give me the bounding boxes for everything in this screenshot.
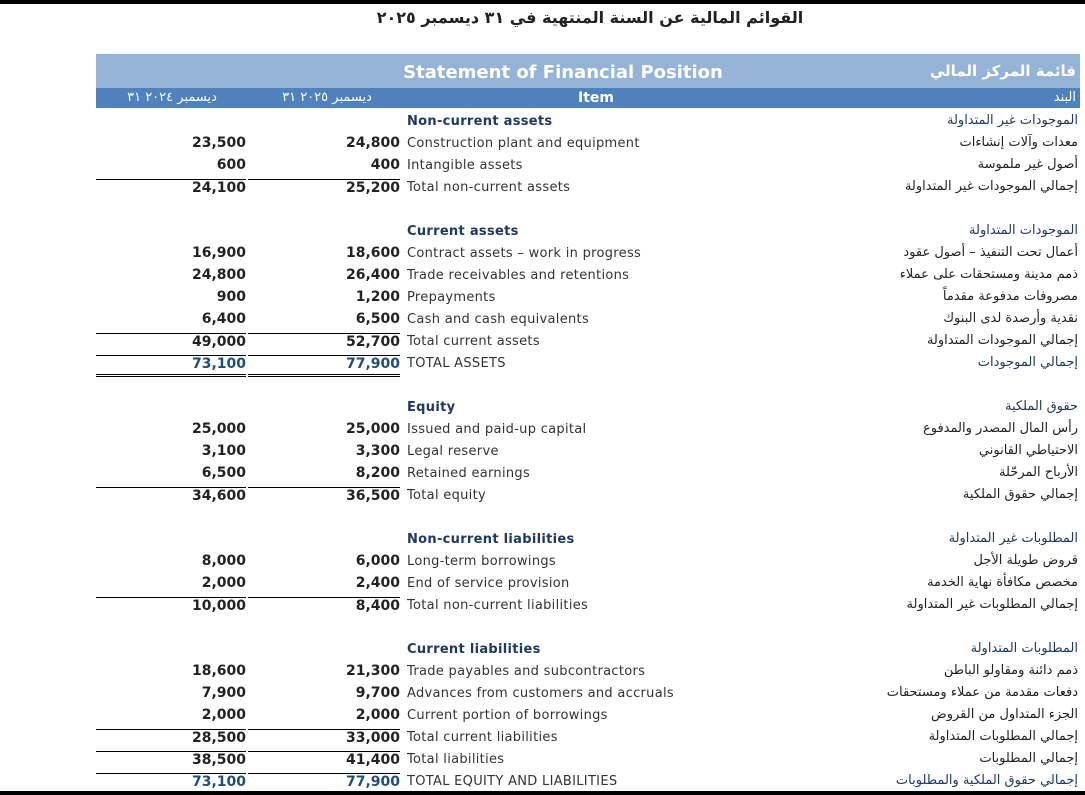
current-year-value: 25,000 — [345, 421, 400, 437]
current-year-value: 18,600 — [345, 245, 400, 261]
item-label-ar: الجزء المتداول من القروض — [931, 707, 1078, 722]
table-row — [96, 462, 1080, 484]
section-header-row — [96, 396, 1080, 418]
current-year-value: 36,500 — [248, 487, 400, 506]
item-label-ar: رأس المال المصدر والمدفوع — [923, 421, 1078, 436]
item-label-ar: إجمالي حقوق الملكية والمطلوبات — [895, 773, 1078, 788]
total-row — [96, 330, 1080, 352]
item-label-en: Total liabilities — [407, 752, 505, 767]
item-label-ar: دفعات مقدمة من عملاء ومستحقات — [886, 685, 1078, 700]
current-year-value: 33,000 — [248, 729, 400, 748]
current-year-value: 9,700 — [355, 685, 400, 701]
item-label-ar: إجمالي المطلوبات غير المتداولة — [906, 597, 1078, 612]
prior-year-value: 2,000 — [201, 575, 246, 591]
table-row — [96, 682, 1080, 704]
table-row — [96, 286, 1080, 308]
section-header-row — [96, 110, 1080, 132]
current-year-value: 41,400 — [248, 751, 400, 770]
item-label-ar: معدات وآلات إنشاءات — [959, 135, 1078, 150]
item-label-en: Non-current assets — [407, 114, 553, 129]
spacer-row — [96, 198, 1080, 220]
prior-year-value: 34,600 — [96, 487, 246, 506]
item-label-en: Non-current liabilities — [407, 532, 575, 547]
table-row — [96, 308, 1080, 330]
current-year-value: 2,400 — [355, 575, 400, 591]
table-row — [96, 132, 1080, 154]
current-year-value: 3,300 — [355, 443, 400, 459]
statement-title-ar: قائمة المركز المالي — [929, 62, 1076, 80]
item-label-en: Legal reserve — [407, 444, 499, 459]
prior-year-value: 38,500 — [96, 751, 246, 770]
current-year-value: 400 — [370, 157, 400, 173]
prior-year-value: 6,400 — [201, 311, 246, 327]
total-row — [96, 594, 1080, 616]
prior-year-value: 7,900 — [201, 685, 246, 701]
item-label-ar: ذمم مدينة ومستحقات على عملاء — [899, 267, 1078, 282]
item-label-en: Total current assets — [407, 334, 540, 349]
table-row — [96, 440, 1080, 462]
prior-year-value: 73,100 — [96, 773, 246, 795]
item-label-en: Current liabilities — [407, 642, 541, 657]
item-label-en: Intangible assets — [407, 158, 523, 173]
table-row — [96, 572, 1080, 594]
total-row — [96, 352, 1080, 374]
item-label-en: Cash and cash equivalents — [407, 312, 590, 327]
column-header-current-year: ديسمبر ٢٠٢٥ ٣١ — [282, 90, 372, 105]
current-year-value: 21,300 — [345, 663, 400, 679]
bottom-border — [0, 791, 1085, 795]
item-label-ar: إجمالي الموجودات — [977, 355, 1078, 370]
prior-year-value: 3,100 — [201, 443, 246, 459]
statement-header — [96, 54, 1080, 88]
current-year-value: 25,200 — [248, 179, 400, 198]
statement-title-en: Statement of Financial Position — [403, 62, 723, 83]
current-year-value: 6,500 — [355, 311, 400, 327]
item-label-ar: الموجودات المتداولة — [969, 223, 1078, 238]
item-label-en: TOTAL EQUITY AND LIABILITIES — [407, 774, 618, 789]
prior-year-value: 24,100 — [96, 179, 246, 198]
item-label-en: Current assets — [407, 224, 519, 239]
item-label-en: Advances from customers and accruals — [407, 686, 674, 701]
column-header-prior-year: ديسمبر ٢٠٢٤ ٣١ — [127, 90, 217, 105]
section-header-row — [96, 528, 1080, 550]
prior-year-value: 10,000 — [96, 597, 246, 616]
prior-year-value: 2,000 — [201, 707, 246, 723]
item-label-ar: إجمالي الموجودات المتداولة — [926, 333, 1078, 348]
document-title: القوائم المالية عن السنة المنتهية في ٣١ ديسمبر ٢٠٢٥ — [376, 8, 804, 27]
item-label-ar: نقدية وأرصدة لدى البنوك — [943, 311, 1078, 326]
table-row — [96, 154, 1080, 176]
top-border — [0, 0, 1085, 4]
item-label-en: Total non-current assets — [407, 180, 571, 195]
prior-year-value: 18,600 — [191, 663, 246, 679]
spacer-row — [96, 506, 1080, 528]
item-label-en: TOTAL ASSETS — [407, 356, 506, 371]
item-label-en: Total equity — [407, 488, 486, 503]
total-row — [96, 770, 1080, 792]
column-header-item-ar: البند — [1053, 90, 1076, 105]
item-label-ar: المطلوبات المتداولة — [970, 641, 1078, 656]
item-label-en: Trade payables and subcontractors — [407, 664, 646, 679]
current-year-value: 26,400 — [345, 267, 400, 283]
prior-year-value: 25,000 — [191, 421, 246, 437]
spacer-row — [96, 616, 1080, 638]
item-label-ar: أعمال تحت التنفيذ – أصول عقود — [903, 245, 1078, 260]
item-label-en: Trade receivables and retentions — [407, 268, 630, 283]
item-label-en: Total current liabilities — [407, 730, 558, 745]
item-label-ar: الموجودات غير المتداولة — [946, 113, 1078, 128]
item-label-en: End of service provision — [407, 576, 570, 591]
item-label-en: Contract assets – work in progress — [407, 246, 642, 261]
item-label-ar: الأرباح المرحّلة — [999, 465, 1078, 480]
current-year-value: 1,200 — [355, 289, 400, 305]
total-row — [96, 726, 1080, 748]
section-header-row — [96, 638, 1080, 660]
current-year-value: 2,000 — [355, 707, 400, 723]
item-label-en: Current portion of borrowings — [407, 708, 608, 723]
item-label-ar: إجمالي المطلوبات — [979, 751, 1078, 766]
prior-year-value: 24,800 — [191, 267, 246, 283]
prior-year-value: 49,000 — [96, 333, 246, 352]
current-year-value: 8,400 — [248, 597, 400, 616]
item-label-ar: حقوق الملكية — [1004, 399, 1078, 414]
item-label-ar: أصول غير ملموسة — [977, 157, 1078, 172]
item-label-ar: المطلوبات غير المتداولة — [948, 531, 1078, 546]
table-row — [96, 550, 1080, 572]
table-row — [96, 418, 1080, 440]
current-year-value: 6,000 — [355, 553, 400, 569]
item-label-ar: الاحتياطي القانوني — [978, 443, 1078, 458]
table-row — [96, 704, 1080, 726]
table-row — [96, 242, 1080, 264]
current-year-value: 77,900 — [248, 355, 400, 377]
item-label-en: Equity — [407, 400, 456, 415]
prior-year-value: 16,900 — [191, 245, 246, 261]
table-row — [96, 264, 1080, 286]
prior-year-value: 73,100 — [96, 355, 246, 377]
item-label-en: Retained earnings — [407, 466, 531, 481]
prior-year-value: 600 — [216, 157, 246, 173]
prior-year-value: 28,500 — [96, 729, 246, 748]
item-label-ar: إجمالي الموجودات غير المتداولة — [904, 179, 1078, 194]
item-label-en: Long-term borrowings — [407, 554, 556, 569]
current-year-value: 77,900 — [248, 773, 400, 795]
prior-year-value: 6,500 — [201, 465, 246, 481]
prior-year-value: 900 — [216, 289, 246, 305]
current-year-value: 8,200 — [355, 465, 400, 481]
column-header-item: Item — [578, 90, 614, 106]
item-label-en: Construction plant and equipment — [407, 136, 640, 151]
item-label-ar: مخصص مكافأة نهاية الخدمة — [927, 575, 1078, 590]
total-row — [96, 748, 1080, 770]
prior-year-value: 23,500 — [191, 135, 246, 151]
section-header-row — [96, 220, 1080, 242]
item-label-ar: مصروفات مدفوعة مقدماً — [942, 289, 1078, 304]
item-label-en: Issued and paid-up capital — [407, 422, 587, 437]
item-label-en: Total non-current liabilities — [407, 598, 589, 613]
item-label-ar: إجمالي حقوق الملكية — [962, 487, 1078, 502]
item-label-ar: ذمم دائنة ومقاولو الباطن — [943, 663, 1078, 678]
current-year-value: 24,800 — [345, 135, 400, 151]
current-year-value: 52,700 — [248, 333, 400, 352]
total-row — [96, 484, 1080, 506]
item-label-en: Prepayments — [407, 290, 496, 305]
table-row — [96, 660, 1080, 682]
spacer-row — [96, 374, 1080, 396]
total-row — [96, 176, 1080, 198]
item-label-ar: إجمالي المطلوبات المتداولة — [928, 729, 1078, 744]
prior-year-value: 8,000 — [201, 553, 246, 569]
column-header-row — [96, 88, 1080, 108]
item-label-ar: قروض طويلة الأجل — [973, 553, 1078, 568]
